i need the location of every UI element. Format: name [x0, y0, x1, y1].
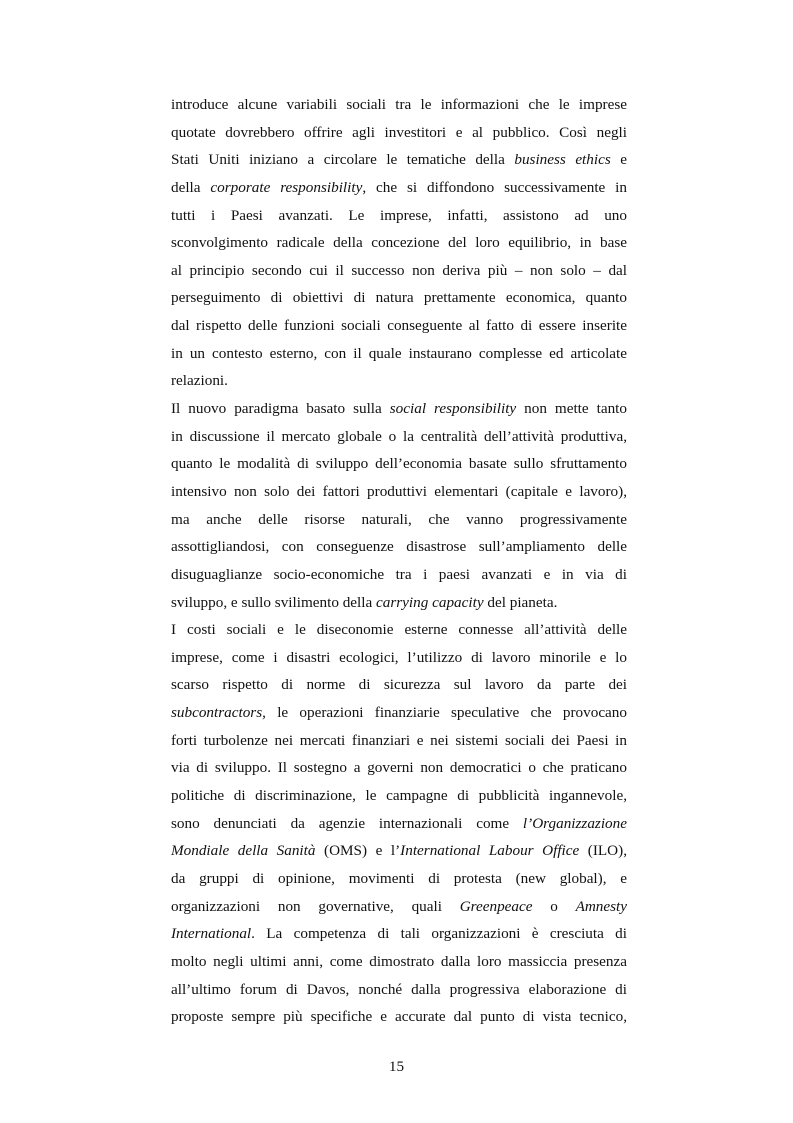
- italic-text-segment: International: [171, 925, 252, 943]
- text-segment: organizzazioni non governative, quali: [171, 897, 460, 915]
- page-number: 15: [388, 1058, 405, 1075]
- text-segment: al principio secondo cui il successo non deriva più – non solo – dal: [171, 261, 627, 279]
- text-line: [171, 865, 627, 893]
- text-segment: sconvolgimento radicale della concezione del loro equilibrio, in base: [171, 234, 627, 252]
- text-segment: I costi sociali e le diseconomie esterne connesse all’attività delle: [171, 621, 627, 639]
- text-segment: dal rispetto delle funzioni sociali conseguente al fatto di essere inserite: [171, 317, 627, 335]
- text-line: [171, 533, 627, 561]
- italic-text-segment: Greenpeace: [459, 897, 533, 915]
- text-line: [171, 782, 627, 810]
- text-line: [171, 340, 627, 368]
- text-segment: forti turbolenze nei mercati finanziari e nei sistemi sociali dei Paesi in: [171, 731, 627, 749]
- italic-text-segment: social responsibility: [389, 400, 517, 418]
- text-segment: non mette tanto: [516, 400, 627, 418]
- text-segment: politiche di discriminazione, le campagne di pubblicità ingannevole,: [171, 787, 627, 805]
- text-line: [171, 312, 627, 340]
- text-line: [171, 506, 627, 534]
- text-segment: (OMS) e l’: [315, 842, 401, 860]
- text-segment: quotate dovrebbero offrire agli investitori e al pubblico. Così negli: [171, 123, 627, 141]
- text-line: [171, 561, 627, 589]
- italic-text-segment: Mondiale della Sanità: [171, 842, 316, 860]
- text-line: [171, 91, 627, 119]
- text-line: [171, 837, 627, 865]
- text-line: [171, 754, 627, 782]
- text-line: [171, 616, 627, 644]
- italic-text-segment: corporate responsibility: [210, 178, 363, 196]
- text-segment: perseguimento di obiettivi di natura prettamente economica, quanto: [171, 289, 627, 307]
- text-segment: assottigliandosi, con conseguenze disastrose sull’ampliamento delle: [171, 538, 627, 556]
- text-line: [171, 119, 627, 147]
- italic-text-segment: Amnesty: [575, 897, 628, 915]
- italic-text-segment: carrying capacity: [376, 593, 484, 611]
- text-segment: (ILO),: [579, 842, 628, 860]
- italic-text-segment: subcontractors: [171, 704, 263, 722]
- text-line: [171, 423, 627, 451]
- text-segment: quanto le modalità di sviluppo dell’economia basate sullo sfruttamento: [171, 455, 627, 473]
- text-line: [171, 644, 627, 672]
- text-line: [171, 1003, 627, 1031]
- text-segment: sviluppo, e sullo svilimento della: [171, 593, 377, 611]
- text-segment: imprese, come i disastri ecologici, l’utilizzo di lavoro minorile e lo: [171, 648, 627, 666]
- text-segment: in un contesto esterno, con il quale instaurano complesse ed articolate: [171, 344, 627, 362]
- text-segment: , che si diffondono successivamente in: [362, 178, 627, 196]
- text-line: [171, 893, 627, 921]
- text-line: [171, 671, 627, 699]
- text-line: [171, 920, 627, 948]
- text-segment: relazioni.: [171, 372, 228, 390]
- text-segment: disuguaglianze socio-economiche tra i paesi avanzati e in via di: [171, 565, 627, 583]
- text-segment: molto negli ultimi anni, come dimostrato dalla loro massiccia presenza: [171, 952, 627, 970]
- text-line: [171, 202, 627, 230]
- text-segment: . La competenza di tali organizzazioni è cresciuta di: [251, 925, 627, 943]
- text-line: [171, 367, 627, 395]
- text-segment: , le operazioni finanziarie speculative che provocano: [262, 704, 627, 722]
- text-segment: del pianeta.: [483, 593, 558, 611]
- text-line: [171, 284, 627, 312]
- text-segment: da gruppi di opinione, movimenti di protesta (new global), e: [171, 869, 627, 887]
- text-segment: scarso rispetto di norme di sicurezza sul lavoro da parte dei: [171, 676, 627, 694]
- text-line: [171, 699, 627, 727]
- text-segment: intensivo non solo dei fattori produttivi elementari (capitale e lavoro),: [171, 482, 627, 500]
- text-segment: tutti i Paesi avanzati. Le imprese, infatti, assistono ad uno: [171, 206, 627, 224]
- text-line: [171, 976, 627, 1004]
- italic-text-segment: l’Organizzazione: [522, 814, 627, 832]
- text-segment: via di sviluppo. Il sostegno a governi non democratici o che praticano: [171, 759, 627, 777]
- text-segment: della: [171, 178, 211, 196]
- text-segment: Il nuovo paradigma basato sulla: [171, 400, 390, 418]
- text-line: [171, 589, 627, 617]
- text-segment: proposte sempre più specifiche e accurate dal punto di vista tecnico,: [171, 1008, 627, 1026]
- text-segment: Stati Uniti iniziano a circolare le tematiche della: [171, 151, 515, 169]
- text-line: [171, 810, 627, 838]
- text-line: [171, 948, 627, 976]
- italic-text-segment: International Labour Office: [400, 842, 580, 860]
- text-line: [171, 229, 627, 257]
- text-line: [171, 257, 627, 285]
- text-line: [171, 174, 627, 202]
- text-segment: ma anche delle risorse naturali, che vanno progressivamente: [171, 510, 627, 528]
- text-segment: e: [610, 151, 627, 169]
- text-line: [171, 146, 627, 174]
- text-segment: introduce alcune variabili sociali tra le informazioni che le imprese: [171, 96, 627, 113]
- body-text: [171, 91, 627, 1031]
- text-line: [171, 395, 627, 423]
- text-segment: all’ultimo forum di Davos, nonché dalla progressiva elaborazione di: [171, 980, 627, 998]
- text-segment: sono denunciati da agenzie internazionali come: [171, 814, 523, 832]
- text-segment: o: [532, 897, 576, 915]
- text-segment: in discussione il mercato globale o la centralità dell’attività produttiva,: [171, 427, 627, 445]
- italic-text-segment: business ethics: [514, 151, 611, 169]
- text-line: [171, 478, 627, 506]
- text-line: [171, 727, 627, 755]
- text-line: [171, 450, 627, 478]
